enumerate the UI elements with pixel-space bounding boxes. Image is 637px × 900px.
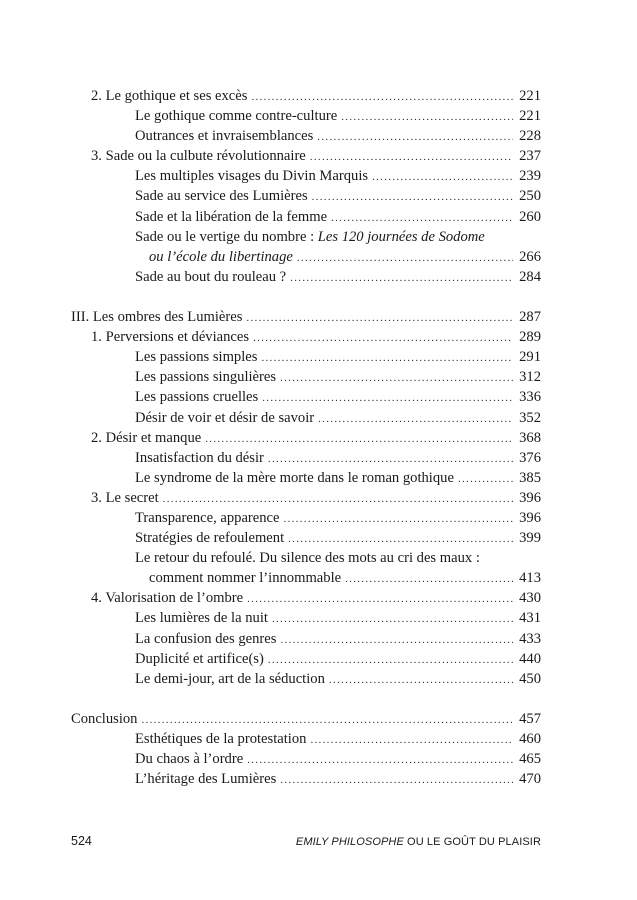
toc-entry bbox=[71, 387, 541, 407]
toc-entry-page: 237 bbox=[519, 148, 541, 165]
toc-entry-page: 413 bbox=[519, 570, 541, 587]
dot-leader bbox=[288, 529, 513, 549]
dot-leader bbox=[341, 107, 513, 127]
toc-entry-title: 2. Le gothique et ses excès bbox=[91, 88, 248, 104]
toc-entry-page: 284 bbox=[519, 268, 541, 285]
toc-entry-title: Insatisfaction du désir bbox=[135, 449, 264, 466]
toc-entry-page: 239 bbox=[519, 168, 541, 185]
toc-entry-page: 336 bbox=[519, 389, 541, 406]
table-of-contents bbox=[71, 86, 541, 789]
toc-entry bbox=[71, 86, 541, 106]
toc-entry-title: L’héritage des Lumières bbox=[135, 771, 277, 788]
toc-entry-title: La confusion des genres bbox=[135, 630, 277, 647]
toc-entry bbox=[71, 709, 541, 729]
toc-entry-title: Transparence, apparence bbox=[135, 509, 280, 526]
section-spacer bbox=[71, 287, 541, 307]
toc-entry-title: Le retour du refoulé. Du silence des mots au cri des maux : bbox=[135, 550, 480, 567]
toc-entry-title bbox=[149, 247, 293, 267]
toc-entry-title: III. Les ombres des Lumières bbox=[71, 309, 243, 326]
dot-leader bbox=[268, 650, 513, 670]
toc-entry-title: 4. Valorisation de l’ombre bbox=[91, 590, 244, 607]
toc-entry bbox=[71, 146, 541, 166]
toc-entry bbox=[71, 347, 541, 367]
toc-entry-page: 221 bbox=[519, 108, 541, 125]
section-spacer bbox=[71, 689, 541, 709]
toc-entry-title: comment nommer l’innommable bbox=[149, 570, 342, 587]
dot-leader bbox=[318, 409, 513, 429]
toc-entry bbox=[71, 448, 541, 468]
dot-leader bbox=[141, 710, 513, 730]
toc-entry bbox=[71, 166, 541, 186]
toc-entry-title: 3. Sade ou la culbute révolutionnaire bbox=[91, 148, 306, 165]
toc-entry bbox=[71, 749, 541, 769]
toc-entry-page: 385 bbox=[519, 469, 541, 486]
dot-leader bbox=[312, 187, 513, 207]
toc-entry bbox=[71, 608, 541, 628]
dot-leader bbox=[251, 87, 513, 107]
dot-leader bbox=[247, 589, 513, 609]
dot-leader bbox=[268, 449, 513, 469]
toc-entry-page: 228 bbox=[519, 128, 541, 145]
page-number: 524 bbox=[71, 834, 92, 848]
toc-entry-page: 376 bbox=[519, 449, 541, 466]
toc-entry-page: 291 bbox=[519, 349, 541, 366]
toc-entry bbox=[71, 126, 541, 146]
toc-entry-wrapped-first-line bbox=[71, 548, 541, 568]
running-title-rest: OU LE GOÛT DU PLAISIR bbox=[403, 836, 541, 848]
dot-leader bbox=[253, 328, 513, 348]
dot-leader bbox=[317, 127, 513, 147]
toc-entry bbox=[71, 669, 541, 689]
toc-entry-title: Les passions singulières bbox=[135, 369, 277, 386]
toc-entry bbox=[71, 769, 541, 789]
toc-entry-title-roman: Sade ou le vertige du nombre : bbox=[135, 228, 318, 245]
toc-entry-page: 399 bbox=[519, 530, 541, 547]
toc-entry bbox=[71, 367, 541, 387]
dot-leader bbox=[280, 770, 513, 790]
toc-entry bbox=[71, 649, 541, 669]
toc-entry-page: 289 bbox=[519, 329, 541, 346]
toc-entry-page: 396 bbox=[519, 509, 541, 526]
toc-entry-wrapped-continuation bbox=[71, 247, 541, 267]
toc-entry-title: Duplicité et artifice(s) bbox=[135, 650, 264, 667]
toc-entry-page: 440 bbox=[519, 650, 541, 667]
dot-leader bbox=[272, 609, 513, 629]
toc-entry-title: Du chaos à l’ordre bbox=[135, 751, 244, 768]
toc-entry bbox=[71, 307, 541, 327]
toc-entry-page: 221 bbox=[519, 88, 541, 104]
toc-entry bbox=[71, 186, 541, 206]
toc-entry-page: 465 bbox=[519, 751, 541, 768]
toc-entry-title bbox=[135, 227, 485, 247]
toc-entry bbox=[71, 106, 541, 126]
toc-entry-title: Désir de voir et désir de savoir bbox=[135, 409, 315, 426]
toc-entry-page: 430 bbox=[519, 590, 541, 607]
toc-entry-page: 260 bbox=[519, 208, 541, 225]
toc-entry-page: 266 bbox=[519, 248, 541, 265]
toc-entry-title: Sade au service des Lumières bbox=[135, 188, 308, 205]
toc-entry bbox=[71, 267, 541, 287]
toc-entry bbox=[71, 528, 541, 548]
dot-leader bbox=[329, 670, 513, 690]
dot-leader bbox=[310, 147, 513, 167]
dot-leader bbox=[163, 489, 513, 509]
toc-entry bbox=[71, 207, 541, 227]
toc-entry-title-italic: Les 120 journées de Sodome bbox=[317, 228, 485, 245]
toc-entry-title: Les multiples visages du Divin Marquis bbox=[135, 168, 369, 185]
dot-leader bbox=[297, 248, 513, 268]
dot-leader bbox=[246, 308, 513, 328]
dot-leader bbox=[458, 469, 513, 489]
toc-entry-page: 460 bbox=[519, 731, 541, 747]
toc-entry-page: 396 bbox=[519, 489, 541, 506]
toc-entry-title: Sade et la libération de la femme bbox=[135, 208, 328, 225]
running-title bbox=[296, 836, 541, 848]
toc-entry-title: Conclusion bbox=[71, 710, 138, 727]
toc-entry-title: Sade au bout du rouleau ? bbox=[135, 268, 287, 285]
toc-entry-title: Esthétiques de la protestation bbox=[135, 731, 307, 747]
toc-entry-page: 431 bbox=[519, 610, 541, 627]
toc-entry-page: 450 bbox=[519, 670, 541, 687]
toc-entry-title: Les lumières de la nuit bbox=[135, 610, 268, 627]
toc-entry bbox=[71, 508, 541, 528]
toc-entry-title-italic: ou l’école du libertinage bbox=[149, 248, 293, 265]
toc-entry-title: Le gothique comme contre-culture bbox=[135, 108, 338, 125]
toc-entry-title: Stratégies de refoulement bbox=[135, 530, 285, 547]
toc-entry-title: Les passions cruelles bbox=[135, 389, 259, 406]
dot-leader bbox=[290, 268, 513, 288]
toc-entry-wrapped-first-line bbox=[71, 227, 541, 247]
toc-entry-page: 470 bbox=[519, 771, 541, 788]
toc-entry-page: 457 bbox=[519, 710, 541, 727]
toc-entry-title: Les passions simples bbox=[135, 349, 258, 366]
toc-entry-title: Le demi-jour, art de la séduction bbox=[135, 670, 325, 687]
toc-entry-title: Le syndrome de la mère morte dans le roman gothique bbox=[135, 469, 454, 486]
dot-leader bbox=[345, 569, 513, 589]
dot-leader bbox=[280, 630, 513, 650]
toc-entry bbox=[71, 428, 541, 448]
dot-leader bbox=[280, 368, 513, 388]
toc-entry bbox=[71, 468, 541, 488]
toc-entry bbox=[71, 629, 541, 649]
toc-entry-page: 250 bbox=[519, 188, 541, 205]
dot-leader bbox=[205, 429, 513, 449]
toc-entry-page: 368 bbox=[519, 429, 541, 446]
toc-entry-title: 2. Désir et manque bbox=[91, 429, 202, 446]
toc-entry bbox=[71, 729, 541, 749]
page-footer bbox=[71, 834, 541, 848]
toc-entry bbox=[71, 488, 541, 508]
dot-leader bbox=[247, 750, 513, 770]
dot-leader bbox=[310, 730, 513, 750]
toc-entry-wrapped-continuation bbox=[71, 568, 541, 588]
toc-entry-title: 3. Le secret bbox=[91, 489, 159, 506]
running-title-italic: EMILY PHILOSOPHE bbox=[295, 836, 404, 848]
dot-leader bbox=[262, 388, 513, 408]
toc-entry-page: 287 bbox=[519, 309, 541, 326]
toc-entry-page: 312 bbox=[519, 369, 541, 386]
toc-entry bbox=[71, 327, 541, 347]
dot-leader bbox=[372, 167, 513, 187]
toc-entry bbox=[71, 588, 541, 608]
toc-entry-title: Outrances et invraisemblances bbox=[135, 128, 314, 145]
dot-leader bbox=[284, 509, 513, 529]
dot-leader bbox=[261, 348, 513, 368]
toc-entry-page: 352 bbox=[519, 409, 541, 426]
toc-entry bbox=[71, 408, 541, 428]
dot-leader bbox=[331, 208, 513, 228]
toc-entry-title: 1. Perversions et déviances bbox=[91, 329, 250, 346]
toc-entry-page: 433 bbox=[519, 630, 541, 647]
